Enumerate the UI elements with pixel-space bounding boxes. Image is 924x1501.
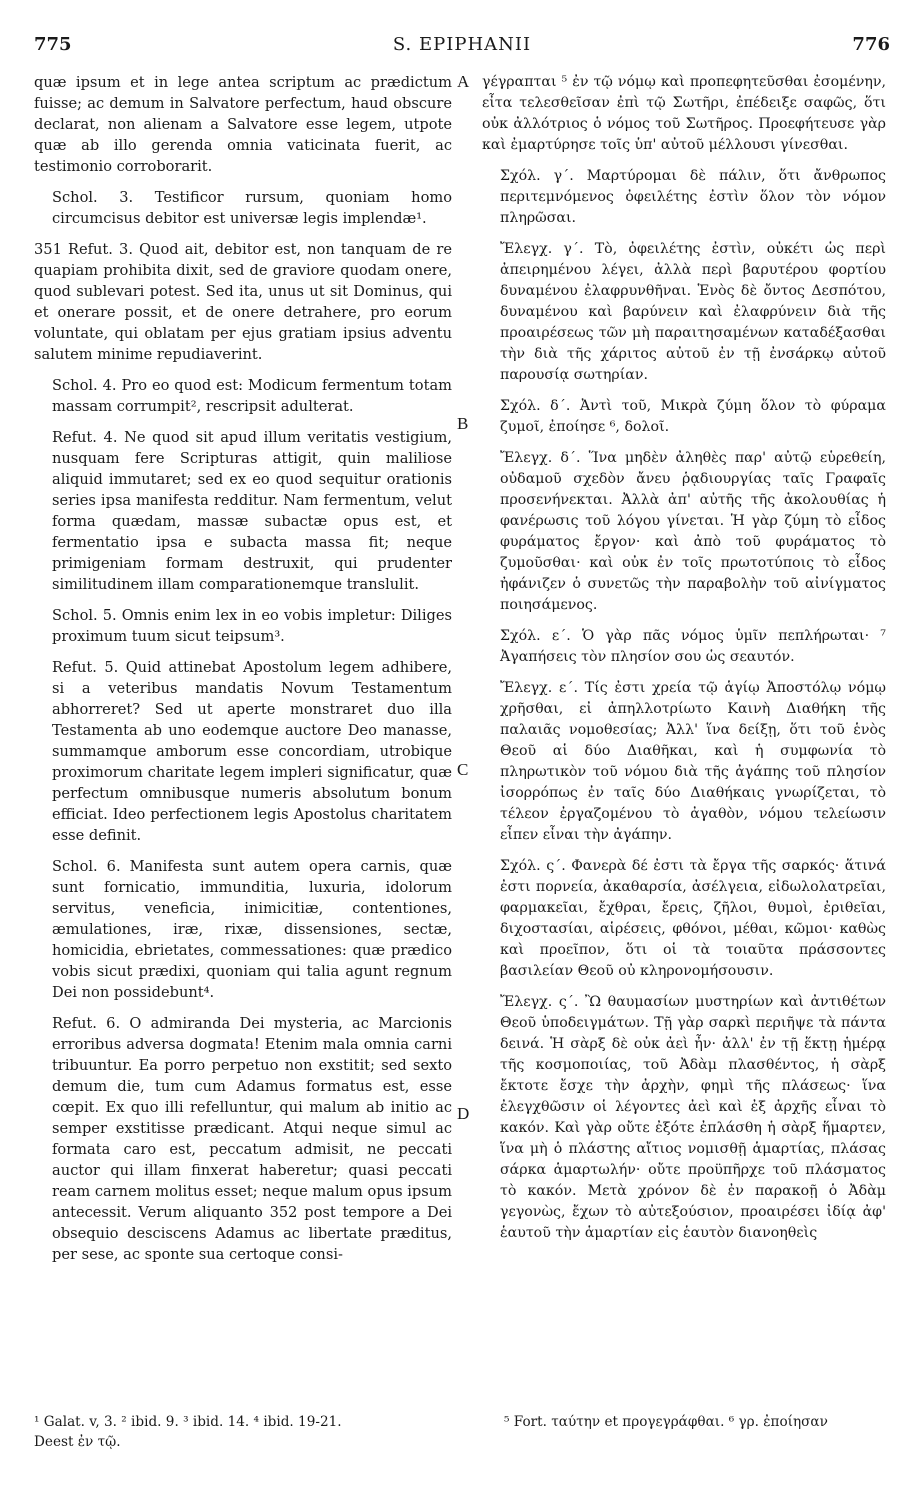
footnotes-right	[504, 1412, 924, 1432]
latin-scholion: Schol. 4. Pro eo quod est: Modicum fermentum totam massam corrumpit², rescripsit adulterat.	[52, 377, 452, 415]
margin-letter: C	[457, 760, 469, 779]
greek-scholion: Σχόλ. γ΄. Μαρτύρομαι δὲ πάλιν, ὅτι ἄνθρωπος περιτεμνόμενος ὀφειλέτης ἐστὶν ὅλον τὸν νόμον πληρῶσαι.	[500, 168, 886, 226]
latin-scholion: Schol. 5. Omnis enim lex in eo vobis impletur: Diliges proximum tuum sicut teipsum³.	[52, 607, 452, 645]
margin-letter: A	[457, 72, 470, 91]
greek-scholion: Σχόλ. δ΄. Ἀντὶ τοῦ, Μικρὰ ζύμη ὅλον τὸ φύραμα ζυμοῖ, ἐποίησε ⁶, δολοῖ.	[500, 398, 886, 435]
greek-scholion: Σχόλ. ε΄. Ὁ γὰρ πᾶς νόμος ὑμῖν πεπλήρωται· ⁷ Ἀγαπήσεις τὸν πλησίον σου ὡς σεαυτόν.	[500, 628, 886, 665]
latin-refutation: 351 Refut. 3. Quod ait, debitor est, non tanquam de re quapiam prohibita dixit, sed de graviore quodam onere, quod sublevari potest. Sed ita, unus ut sit Dominus, qui et onerare possit, et de onere detrahere, pro eorum voluntate, qui oblatam per ejus gratiam ipsius adventu salutem minime repudiaverint.	[34, 241, 452, 363]
page-number-left: 775	[34, 34, 72, 55]
page-header	[34, 30, 890, 58]
greek-scholion: Σχόλ. ς΄. Φανερὰ δέ ἐστι τὰ ἔργα τῆς σαρκός· ἅτινά ἐστι πορνεία, ἀκαθαρσία, ἀσέλγεια, εἰδωλολατρεῖαι, φαρμακεῖαι, ἔχθραι, ἔρεις, ζῆλοι, θυμοὶ, ἐριθεῖαι, διχοστασίαι, αἱρέσεις, φθόνοι, μέθαι, κῶμοι· καθὼς καὶ προεῖπον, ὅτι οἱ τὰ τοιαῦτα πράσσοντες βασιλείαν Θεοῦ οὐ κληρονομήσουσιν.	[500, 858, 886, 979]
greek-paragraph: γέγραπται ⁵ ἐν τῷ νόμῳ καὶ προπεφητεῦσθαι ἐσομένην, εἶτα τελεσθεῖσαν ἐπὶ τῷ Σωτῆρι, ἐπέδειξε σαφῶς, ὅτι οὐκ ἀλλότριος ὁ νόμος τοῦ Σωτῆρος. Προεφήτευσε γὰρ καὶ ἐμαρτύρησε τοῖς ὑπ' αὐτοῦ μέλλουσι γίνεσθαι.	[482, 74, 886, 153]
latin-refutation: Refut. 4. Ne quod sit apud illum veritatis vestigium, nusquam fere Scripturas attigit, quin maliliose aliquid immutaret; sed ex eo quod sequitur orationis series ipsa manifesta redditur. Nam fermentum, velut forma quædam, massæ subactæ opus est, et fermentatio ipsa e subacta massa fit; neque primigeniam formam destruxit, qui prudenter similitudinem illam comparationemque translulit.	[52, 429, 452, 593]
latin-column	[34, 72, 452, 1392]
footnotes-left	[34, 1412, 474, 1452]
latin-scholion: Schol. 3. Testificor rursum, quoniam homo circumcisus debitor est universæ legis implendæ¹.	[52, 189, 452, 227]
page-number-right: 776	[852, 34, 890, 55]
footnote-line: ¹ Galat. v, 3. ² ibid. 9. ³ ibid. 14. ⁴ ibid. 19-21.	[34, 1414, 342, 1430]
margin-letter: D	[457, 1104, 470, 1123]
footnote-line: ⁵ Fort. ταύτην et προγεγράφθαι. ⁶ γρ. ἐποίησαν	[504, 1414, 828, 1430]
greek-refutation: Ἔλεγχ. γ΄. Τὸ, ὀφειλέτης ἐστὶν, οὐκέτι ὡς περὶ ἀπειρημένου λέγει, ἀλλὰ περὶ βαρυτέρου φορτίου δυναμένου ἐλαφρυνθῆναι. Ἑνὸς δὲ ὄντος Δεσπότου, δυναμένου καὶ βαρύνειν καὶ ἐλαφρύνειν διὰ τῆς προαιρέσεως τῶν μὴ παραιτησαμένων καταδέξασθαι τὴν διὰ τῆς χάριτος αὐτοῦ ἐν τῇ ἐνσάρκῳ αὐτοῦ παρουσίᾳ σωτηρίαν.	[500, 241, 886, 383]
latin-scholion: Schol. 6. Manifesta sunt autem opera carnis, quæ sunt fornicatio, immunditia, luxuria, idolorum servitus, veneficia, inimicitiæ, contentiones, æmulationes, iræ, rixæ, dissensiones, sectæ, homicidia, ebrietates, commessationes: quæ prædico vobis sicut prædixi, quoniam qui talia agunt regnum Dei non possidebunt⁴.	[52, 858, 452, 1001]
greek-column	[482, 72, 886, 1392]
latin-refutation: Refut. 6. O admiranda Dei mysteria, ac Marcionis erroribus adversa dogmata! Etenim mala omnia carni tribuuntur. Ea porro perpetuo non exstitit; sed sexto demum die, tum cum Adamus formatus est, esse cœpit. Ex quo illi refelluntur, qui malum ab initio ac semper exstitisse prædicant. Atqui neque simul ac formata caro est, peccatum admisit, ne peccati auctor qui illam finxerat haberetur; quasi peccati ream carnem molitus esset; neque malum opus ipsum antecessit. Verum aliquanto 352 post tempore a Dei obsequio desciscens Adamus ac libertate præditus, per sese, ac sponte sua certoque consi-	[52, 1015, 452, 1263]
margin-letter: B	[457, 414, 469, 433]
latin-refutation: Refut. 5. Quid attinebat Apostolum legem adhibere, si a veteribus mandatis Novum Testamentum abhorreret? Sed ut aperte monstraret duo illa Testamenta ab uno eodemque auctore Deo manasse, summamque amborum esse concordiam, utrobique proximorum charitate legem impleri significatur, quæ perfectum omnibusque numeris absolutum bonum efficiat. Ideo perfectionem legis Apostolus charitatem esse definit.	[52, 659, 452, 844]
greek-refutation: Ἔλεγχ. δ΄. Ἵνα μηδὲν ἀληθὲς παρ' αὐτῷ εὑρεθείη, οὐδαμοῦ σχεδὸν ἄνευ ῥᾳδιουργίας ταῖς Γραφαῖς προσενήνεκται. Ἀλλὰ ἀπ' αὐτῆς τῆς ἀκολουθίας ἡ φανέρωσις τοῦ λόγου γίνεται. Ἡ γὰρ ζύμη τὸ εἶδος φυράματος ἔργον· καὶ ἀπὸ τοῦ φυράματος τὸ ζυμοῦσθαι· καὶ οὐκ ἐν τοῖς πρωτοτύποις τὸ εἶδος ἠφάνιζεν ὁ συνετῶς τὴν παραβολὴν τοῦ αἰνίγματος ποιησάμενος.	[500, 450, 886, 613]
greek-refutation: Ἔλεγχ. ς΄. Ὢ θαυμασίων μυστηρίων καὶ ἀντιθέτων Θεοῦ ὑποδειγμάτων. Τῇ γὰρ σαρκὶ περιῆψε τὰ πάντα δεινά. Ἡ σὰρξ δὲ οὐκ ἀεὶ ἦν· ἀλλ' ἐν τῇ ἕκτῃ ἡμέρᾳ τῆς κοσμοποιίας, τοῦ Ἀδὰμ πλασθέντος, ἡ σὰρξ ἔκτοτε ἔσχε τὴν ἀρχὴν, φημὶ τῆς πλάσεως· ἵνα ἐλεγχθῶσιν οἱ λέγοντες ἀεὶ καὶ ἐξ ἀρχῆς εἶναι τὸ κακόν. Καὶ γὰρ οὔτε ἐξότε ἐπλάσθη ἡ σὰρξ ἥμαρτεν, ἵνα μὴ ὁ πλάστης αἴτιος νομισθῇ ἁμαρτίας, πλάσας σάρκα ἁμαρτωλήν· οὔτε προϋπῆρχε τοῦ πλάσματος τὸ κακόν. Μετὰ χρόνον δὲ ἐν παρακοῇ ὁ Ἀδὰμ γεγονὼς, ἔχων τὸ αὐτεξούσιον, προαιρέσει ἰδίᾳ ἀφ' ἑαυτοῦ τὴν ἁμαρτίαν εἰς ἑαυτὸν διανοηθεὶς	[500, 994, 886, 1241]
footnote-line: Deest ἐν τῷ.	[34, 1434, 121, 1450]
greek-refutation: Ἔλεγχ. ε΄. Τίς ἐστι χρεία τῷ ἁγίῳ Ἀποστόλῳ νόμῳ χρῆσθαι, εἰ ἀπηλλοτρίωτο Καινὴ Διαθήκη τῆς παλαιᾶς νομοθεσίας; Ἀλλ' ἵνα δείξῃ, ὅτι τοῦ ἑνὸς Θεοῦ αἱ δύο Διαθῆκαι, καὶ ἡ συμφωνία τὸ πληρωτικὸν τοῦ νόμου διὰ τῆς ἀγάπης τοῦ πλησίον ἰσορρόπως ἐν ταῖς δύο Διαθήκαις γνωρίζεται, τὸ τέλεον ἐργαζομένου τὸ ἀγαθὸν, νόμου τελείωσιν εἶπεν εἶναι τὴν ἀγάπην.	[500, 680, 886, 843]
latin-paragraph: quæ ipsum et in lege antea scriptum ac prædictum fuisse; ac demum in Salvatore perfectum, haud obscure declarat, non alienam a Salvatore esse legem, utpote quæ ab illo gerenda omnia vaticinata fuerit, ac testimonio corroborarit.	[34, 74, 452, 175]
running-title: S. EPIPHANII	[392, 34, 532, 55]
